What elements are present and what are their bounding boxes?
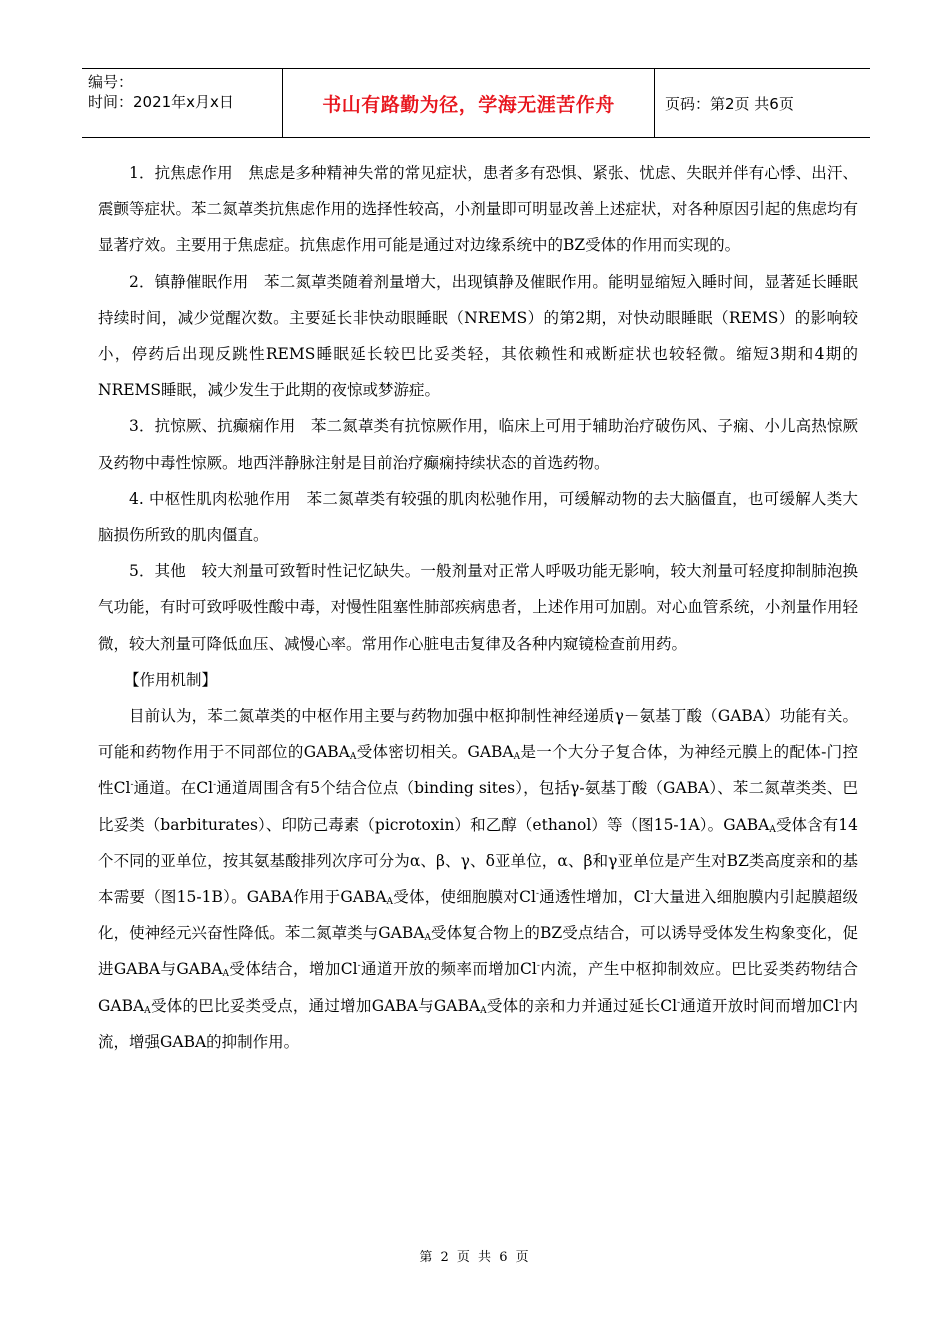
text-run: 目前认为，苯二氮䓬类的中枢作用主要与药物加强中枢抑制性神经递质γ－氨基丁酸（GABA）功能有关。可能和药物作用于不同部位的GABA (98, 707, 858, 762)
text-run: 受体含有14个不同的亚单位，按其氨基酸排列次序可分为α、β、γ、δ亚单位，α、β和γ亚单位是产生对BZ类高度亲和的基本需要（图15-1B）。GABA作用于GABA (98, 815, 858, 907)
paragraph-muscle-relaxant: 4. 中枢性肌肉松驰作用 苯二氮䓬类有较强的肌肉松驰作用，可缓解动物的去大脑僵直，也可缓解人类大脑损伤所致的肌肉僵直。 (98, 489, 858, 545)
text-run: 通道开放时间而增加Cl (680, 996, 840, 1015)
superscript: - (650, 889, 654, 900)
text-run: 通透性增加，Cl (538, 888, 651, 907)
text-run: 受体结合，增加Cl (229, 960, 358, 979)
paragraph-sedative: 2．镇静催眠作用 苯二氮䓬类随着剂量增大，出现镇静及催眠作用。能明显缩短入睡时间，显著延长睡眠持续时间，减少觉醒次数。主要延长非快动眼睡眠（NREMS）的第2期，对快动眼睡眠（REMS）的影响较小，停药后出现反跳性REMS睡眠延长较巴比妥类轻，其依赖性和戒断症状也较轻微。缩短3期和4期的NREMS睡眠，减少发生于此期的夜惊或梦游症。 (98, 272, 858, 400)
subscript: A (480, 1005, 487, 1016)
subscript: A (349, 752, 357, 763)
superscript: - (130, 780, 134, 791)
superscript: - (535, 889, 539, 900)
text-run: 受体密切相关。GABA (356, 743, 514, 762)
subscript: A (386, 897, 394, 908)
paragraph-anticonvulsant: 3．抗惊厥、抗癫痫作用 苯二氮䓬类有抗惊厥作用，临床上可用于辅助治疗破伤风、子痫、小儿高热惊厥及药物中毒性惊厥。地西泮静脉注射是目前治疗癫痫持续状态的首选药物。 (98, 417, 858, 472)
header-page-cell (655, 69, 870, 137)
text-run: 受体，使细胞膜对Cl (393, 888, 536, 907)
paragraph-anxiolytic: 1．抗焦虑作用 焦虑是多种精神失常的常见症状，患者多有恐惧、紧张、忧虑、失眠并伴有心悸、出汗、震颤等症状。苯二氮䓬类抗焦虑作用的选择性较高，小剂量即可明显改善上述症状，对各种原因引起的焦虑均有显著疗效。主要用于焦虑症。抗焦虑作用可能是通过对边缘系统中的BZ受体的作用而实现的。 (98, 164, 858, 255)
text-run: 受体的巴比妥类受点，通过增加GABA与GABA (150, 996, 481, 1015)
document-body (98, 155, 858, 1060)
page-footer (0, 1246, 950, 1265)
text-run: 受体复合物上的BZ受点结合，可以诱导受体发生构象变化，促进GABA与GABA (98, 924, 858, 979)
superscript: - (677, 997, 681, 1008)
paragraph-other: 5．其他 较大剂量可致暂时性记忆缺失。一般剂量对正常人呼吸功能无影响，较大剂量可轻度抑制肺泡换气功能，有时可致呼吸性酸中毒，对慢性阻塞性肺部疾病患者，上述作用可加剧。对心血管系统，小剂量作用轻微，较大剂量可降低血压、减慢心率。常用作心脏电击复律及各种内窥镜检查前用药。 (98, 562, 858, 653)
superscript: - (357, 961, 361, 972)
subscript: A (144, 1005, 151, 1016)
header-page-number: 页码：第2页 共6页 (665, 94, 794, 113)
subscript: A (513, 752, 521, 763)
page-header (82, 68, 870, 138)
header-motto-cell (283, 69, 655, 137)
document-number-label: 编号： (88, 73, 134, 91)
text-run: 通道开放的频率而增加Cl (360, 960, 537, 979)
header-motto: 书山有路勤为径，学海无涯苦作舟 (322, 93, 615, 116)
text-run: 通道。在Cl (133, 779, 214, 798)
subscript: A (222, 969, 230, 980)
document-time-label: 时间：2021年x月x日 (88, 93, 234, 111)
paragraph-mechanism (98, 698, 858, 1060)
text-run: 通道周围含有5个结合位点（binding sites），包括γ-氨基丁酸（GABA）、苯二氮䓬类类、巴比妥类（barbiturates）、印防己毒素（picrotoxin）和乙醇（ethanol）等（图15-1A）。GABA (98, 779, 858, 834)
text-run: 受体的亲和力并通过延长Cl (486, 996, 678, 1015)
text-run: 是一个大分子复合体，为神经元膜上的配体-门控性Cl (98, 743, 858, 798)
superscript: - (536, 961, 540, 972)
text-run: 内流，产生中枢抑制效应。巴比妥类药物结合GABA (98, 960, 858, 1015)
footer-page-number: 第 2 页 共 6 页 (419, 1250, 531, 1265)
text-run: 大量进入细胞膜内引起膜超级化，使神经元兴奋性降低。苯二氮䓬类与GABA (98, 888, 858, 943)
header-info-cell (82, 69, 283, 137)
superscript: - (839, 997, 843, 1008)
subscript: A (769, 824, 776, 835)
superscript: - (213, 780, 217, 791)
text-run: 内流，增强GABA的抑制作用。 (98, 996, 858, 1051)
subscript: A (424, 933, 431, 944)
section-heading-mechanism: 【作用机制】 (124, 670, 218, 689)
